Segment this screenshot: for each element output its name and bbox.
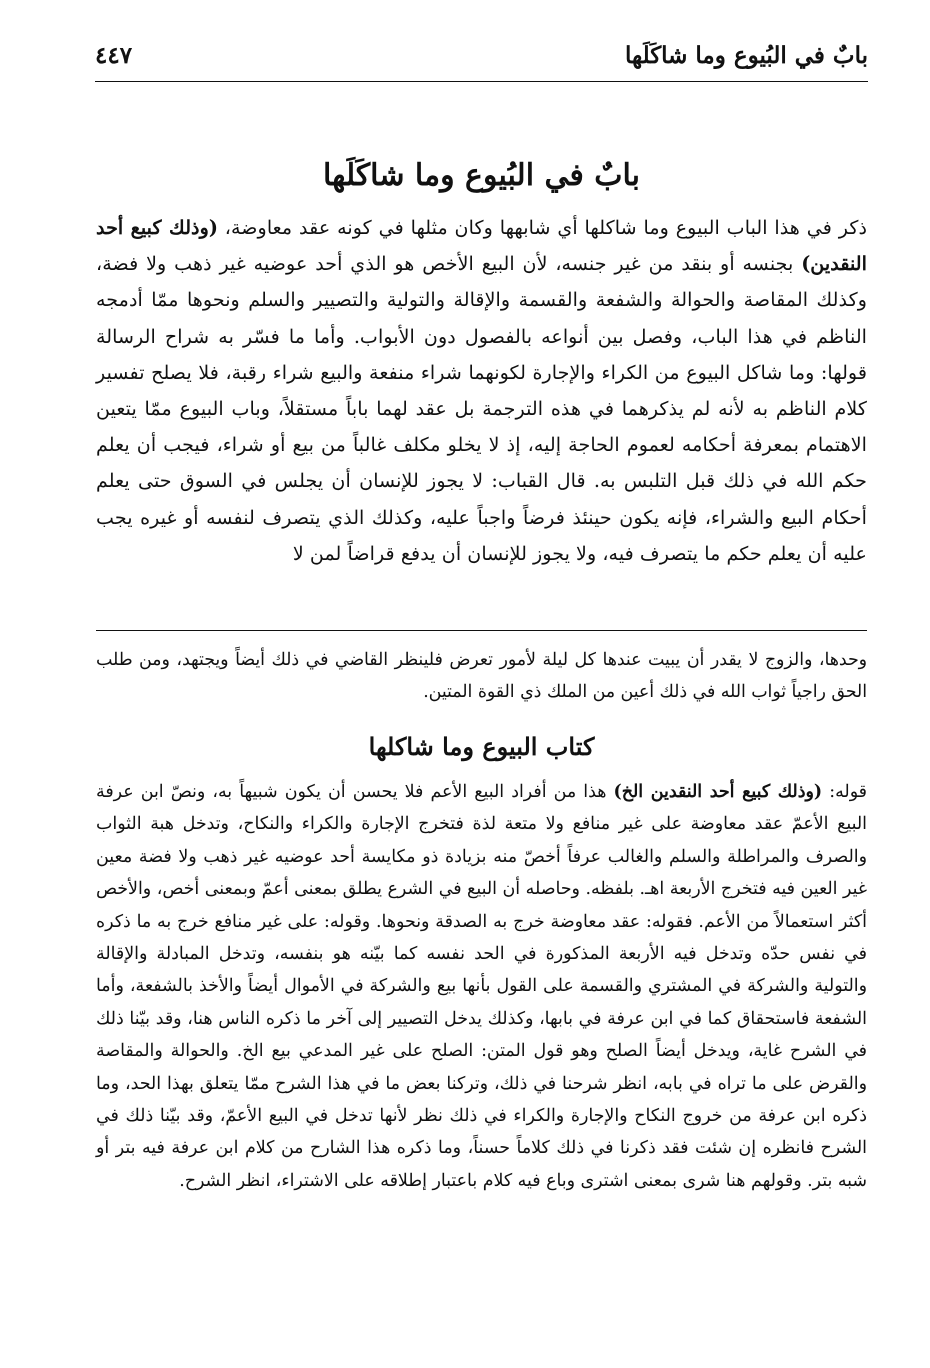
commentary-section-title: كتاب البيوع وما شاكلها: [368, 732, 595, 761]
main-text: [96, 210, 867, 572]
commentary-text: هذا من أفراد البيع الأعم فلا يحسن أن يكون شبيهاً به، ونصّ ابن عرفة البيع الأعمّ عقد معاوضة على غير منافع ولا متعة لذة فتخرج الإجارة والكراء والنكاح، وتدخل هبة الثواب والصرف والمراطلة والسلم والغالب عرفاً أخصّ منه بزيادة ذو مكايسة أحد عوضيه غير ذهب ولا فضة معين غير العين فيه فتخرج الأربعة اهـ. بلفظه. وحاصله أن البيع في الشرع يطلق بمعنى أعمّ وبمعنى أخص، والأخص أكثر استعمالاً من الأعم. فقوله: عقد معاوضة خرج به الصدقة ونحوها. وقوله: على غير منافع خرج به ما ذكره في نفس حدّه وتدخل فيه الأربعة المذكورة في الحد نفسه كما بيّنه هو بنفسه، وتدخل المبادلة والإقالة والتولية والشركة في المشتري والقسمة على القول بأنها بيع والشركة في الأموال أيضاً والأخذ بالشفعة، وأما الشفعة فاستحقاق كما في ابن عرفة في بابها، وكذلك يدخل التصيير إلى آخر ما ذكره الناس هنا، وقد بيّنا ذلك في الشرح غاية، ويدخل أيضاً الصلح وهو قول المتن: الصلح على غير المدعي بيع الخ. والحوالة والمقاصة والقرض على ما تراه في بابه، انظر شرحنا في ذلك، وتركنا بعض ما في هذا الشرح ممّا يتعلق بهذا الحد، وما ذكره ابن عرفة من خروج النكاح والإجارة والكراء في ذلك نظر لأنها تدخل في البيع الأعمّ، وقد بيّنا ذلك في الشرح فانظره إن شئت فقد ذكرنا في ذلك كلاماً حسناً، وما ذكره هذا الشارح من كلام ابن عرفة فيه بتر أو شبه بتر. وقولهم هنا شرى بمعنى اشترى وباع فيه كلام باعتبار إطلاقه على الاشتراء، انظر الشرح.: [96, 782, 867, 1191]
main-intro: ذكر في هذا الباب البيوع وما شاكلها أي شابهها وكان مثلها في كونه عقد معاوضة،: [224, 216, 867, 239]
main-bold-quote: (وذلك كبيع أحد النقدين): [96, 216, 867, 276]
page-number: ٤٤٧: [95, 42, 133, 69]
commentary-bold-quote: (وذلك كبيع أحد النقدين الخ): [613, 782, 823, 802]
footnote-text: وحدها، والزوج لا يقدر أن يبيت عندها كل ليلة لأمور تعرض فلينظر القاضي في ذلك أيضاً ويجتهد، ومن طلب الحق راجياً ثواب الله في ذلك أعين من الملك ذي القوة المتين.: [96, 650, 867, 702]
chapter-title: بابٌ في البُيوع وما شاكَلَها: [323, 158, 640, 193]
main-continuation: بجنسه أو بنقد من غير جنسه، لأن البيع الأخص هو الذي أحد عوضيه غير ذهب ولا فضة، وكذلك المقاصة والحوالة والشفعة والقسمة والإقالة والتولية والتصيير والسلم ونحوها ممّا أدمجه الناظم في هذا الباب، وفصل بين أنواعه بالفصول دون الأبواب. وأما ما فسّر به شراح الرسالة قولها: وما شاكل البيوع من الكراء والإجارة لكونهما شراء منفعة والبيع شراء رقبة، فلا يصلح تفسير كلام الناظم به لأنه لم يذكرهما في هذه الترجمة بل عقد لهما باباً مستقلاً، وباب البيوع ممّا يتعين الاهتمام بمعرفة أحكامه لعموم الحاجة إليه، إذ لا يخلو مكلف غالباً من بيع أو شراء، فيجب أن يعلم حكم الله في ذلك قبل التلبس به. قال القباب: لا يجوز للإنسان أن يجلس في السوق حتى يعلم أحكام البيع والشراء، فإنه يكون حينئذ فرضاً واجباً عليه، وكذلك الذي يتصرف لنفسه أو غيره يجب عليه أن يعلم حكم ما يتصرف فيه، ولا يجوز للإنسان أن يدفع قراضاً لمن لا: [96, 252, 867, 565]
footnote-rule: [96, 630, 867, 631]
commentary-paragraph: [96, 776, 867, 1197]
commentary: [96, 776, 867, 1197]
running-title: بابٌ في البُيوع وما شاكَلَها: [624, 42, 868, 69]
main-paragraph: [96, 210, 867, 572]
running-header: [95, 38, 868, 80]
header-rule: [95, 81, 868, 82]
commentary-lead: قوله:: [822, 782, 867, 802]
footnote: [96, 644, 867, 708]
